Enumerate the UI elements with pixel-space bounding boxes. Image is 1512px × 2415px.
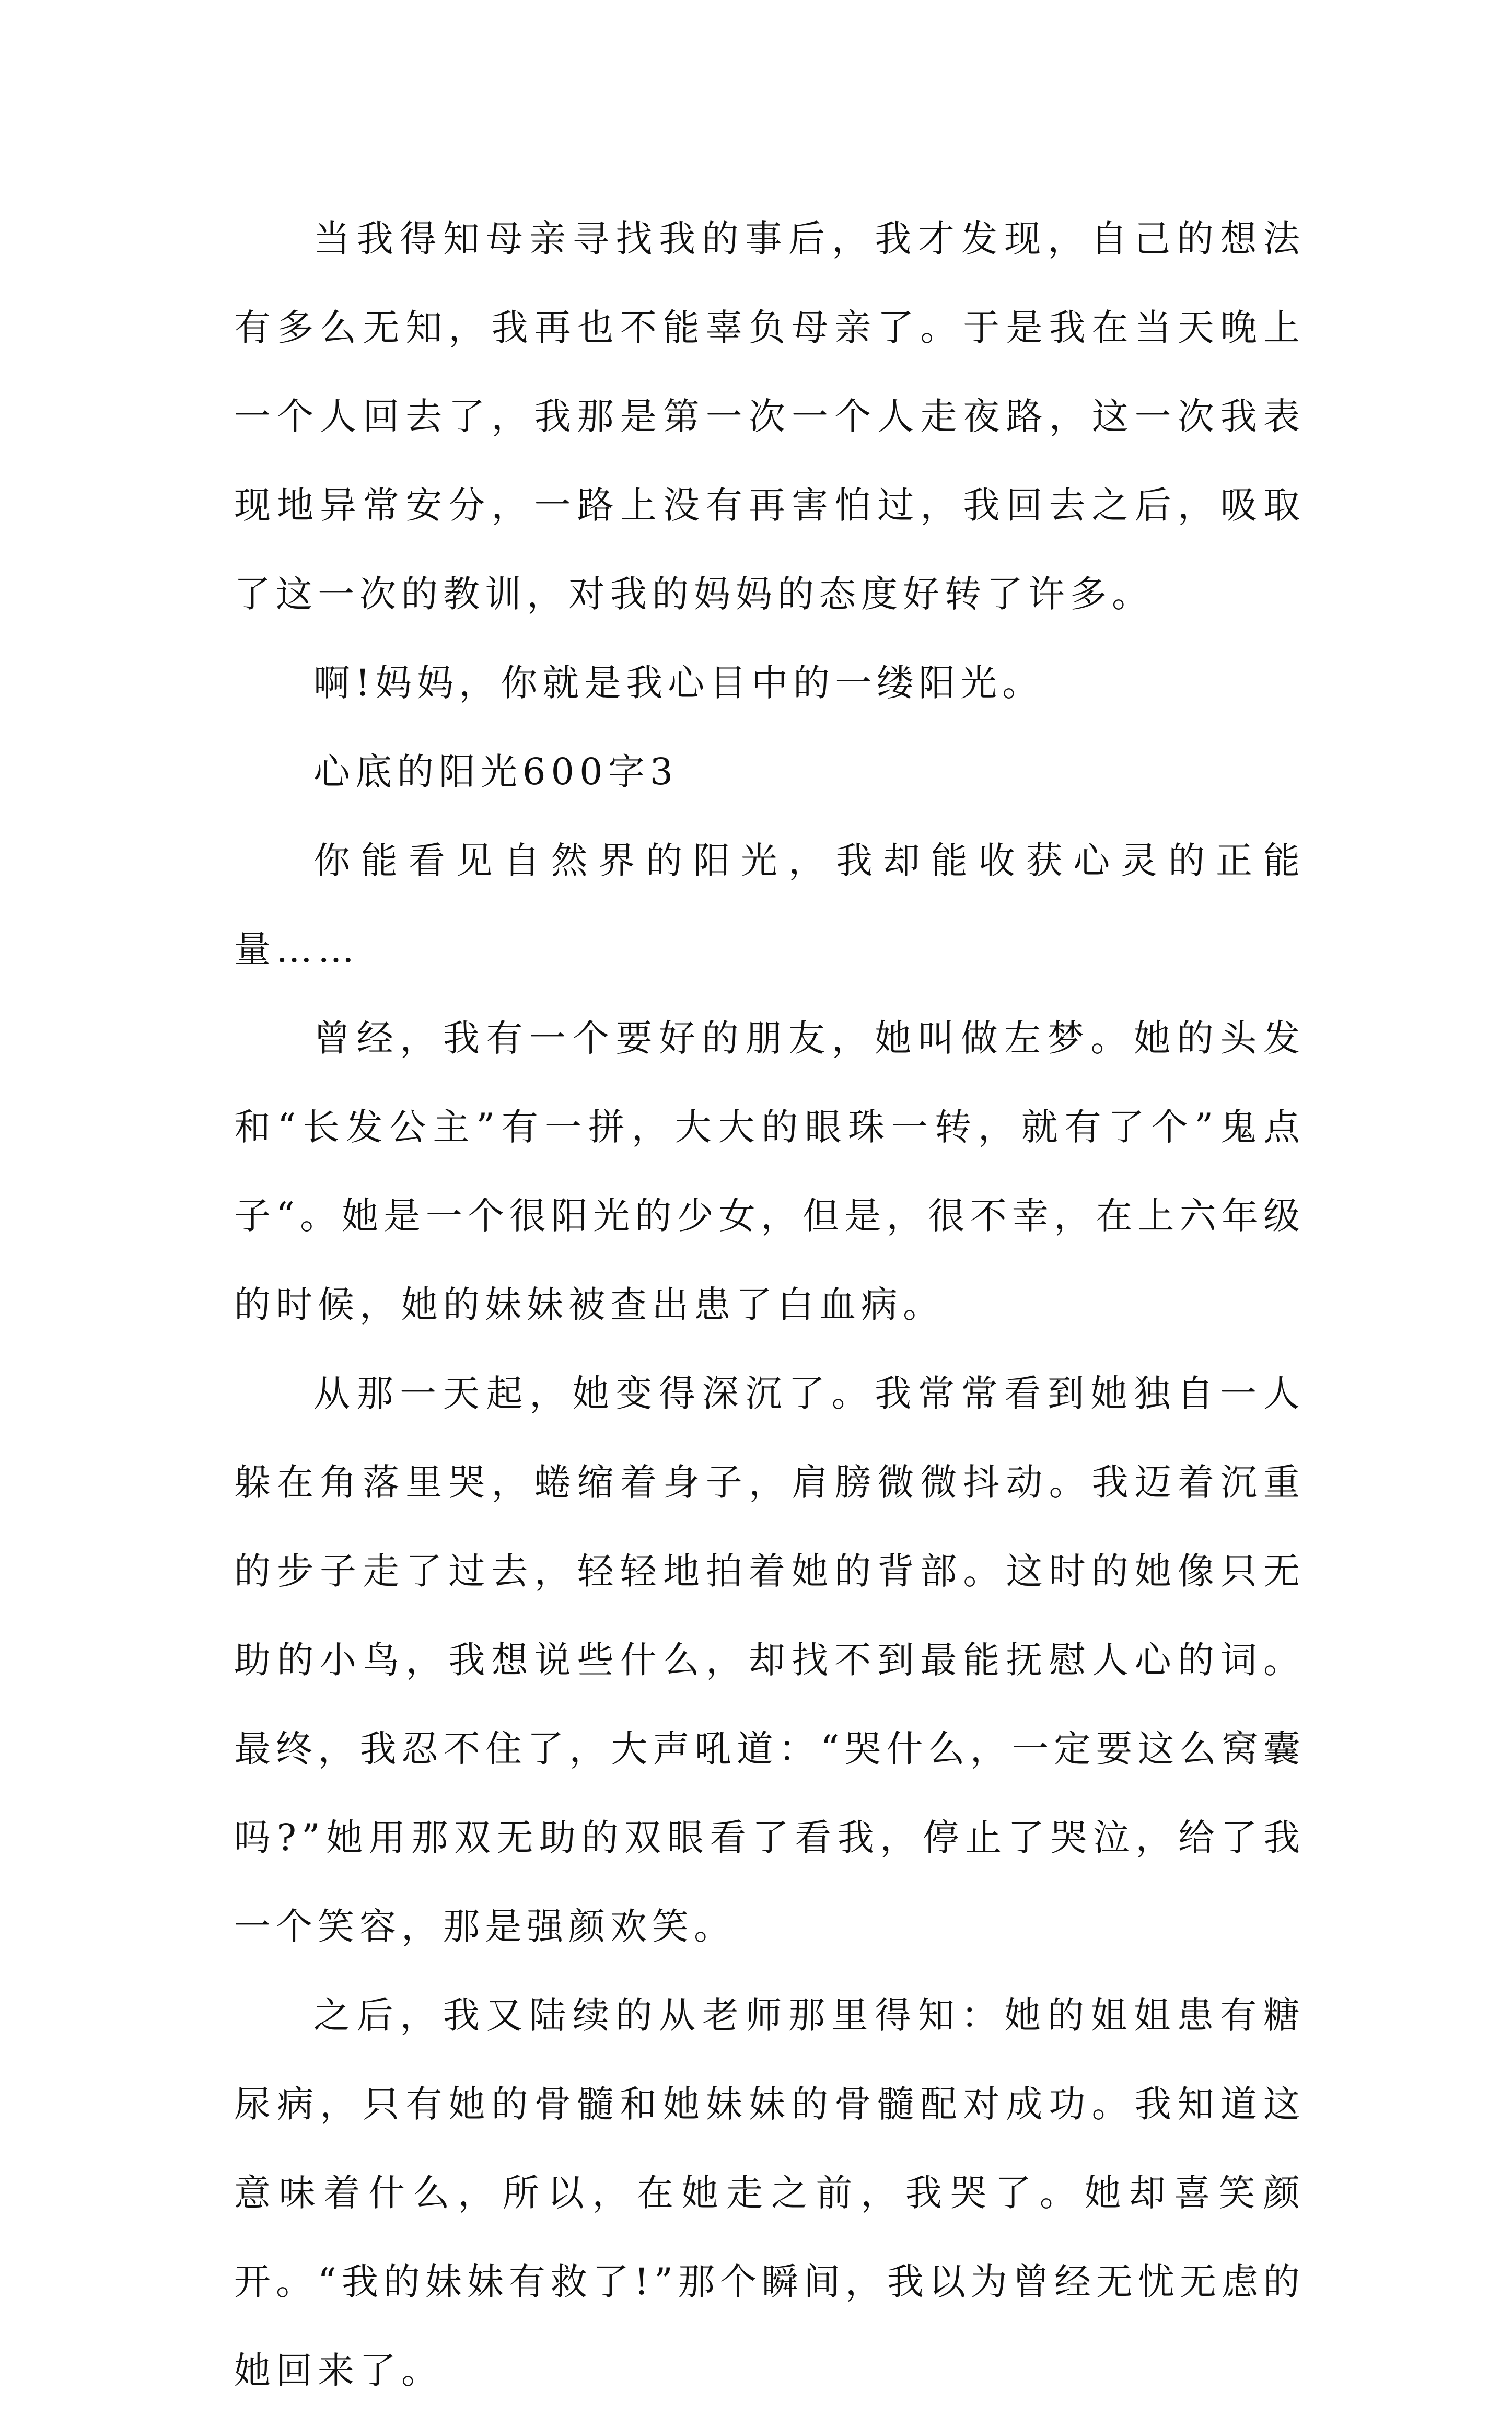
- paragraph-sunshine-exclamation: 啊!妈妈，你就是我心目中的一缕阳光。: [313, 661, 1044, 704]
- paragraph-friend-zuomeng: 曾经，我有一个要好的朋友，她叫做左梦。她的头发和“长发公主”有一拼，大大的眼珠一转，就有了个”鬼点子“。她是一个很阳光的少女，但是，很不幸，在上六年级的时候，她的妹妹被查出患了白血病。: [234, 1017, 1305, 1326]
- paragraph-mother-search: 当我得知母亲寻找我的事后，我才发现，自己的想法有多么无知，我再也不能辜负母亲了。于是我在当天晚上一个人回去了，我那是第一次一个人走夜路，这一次我表现地异常安分，一路上没有再害怕过，我回去之后，吸取了这一次的教训，对我的妈妈的态度好转了许多。: [234, 217, 1305, 616]
- essay-title: 心底的阳光600字3: [313, 750, 679, 793]
- paragraph-from-that-day: 从那一天起，她变得深沉了。我常常看到她独自一人躲在角落里哭，蜷缩着身子，肩膀微微抖动。我迈着沉重的步子走了过去，轻轻地拍着她的背部。这时的她像只无助的小鸟，我想说些什么，却找不到最能抚慰人心的词。最终，我忍不住了，大声吼道：“哭什么，一定要这么窝囊吗?”她用那双无助的双眼看了看我，停止了哭泣，给了我一个笑容，那是强颜欢笑。: [234, 1372, 1305, 1948]
- paragraph-afterwards: 之后，我又陆续的从老师那里得知：她的姐姐患有糖尿病，只有她的骨髓和她妹妹的骨髓配对成功。我知道这意味着什么，所以，在她走之前，我哭了。她却喜笑颜开。“我的妹妹有救了!”那个瞬间，我以为曾经无忧无虑的她回来了。: [234, 1994, 1305, 2392]
- paragraph-positive-energy: 你能看见自然界的阳光，我却能收获心灵的正能量……: [234, 839, 1305, 971]
- document-body: [234, 194, 1305, 2415]
